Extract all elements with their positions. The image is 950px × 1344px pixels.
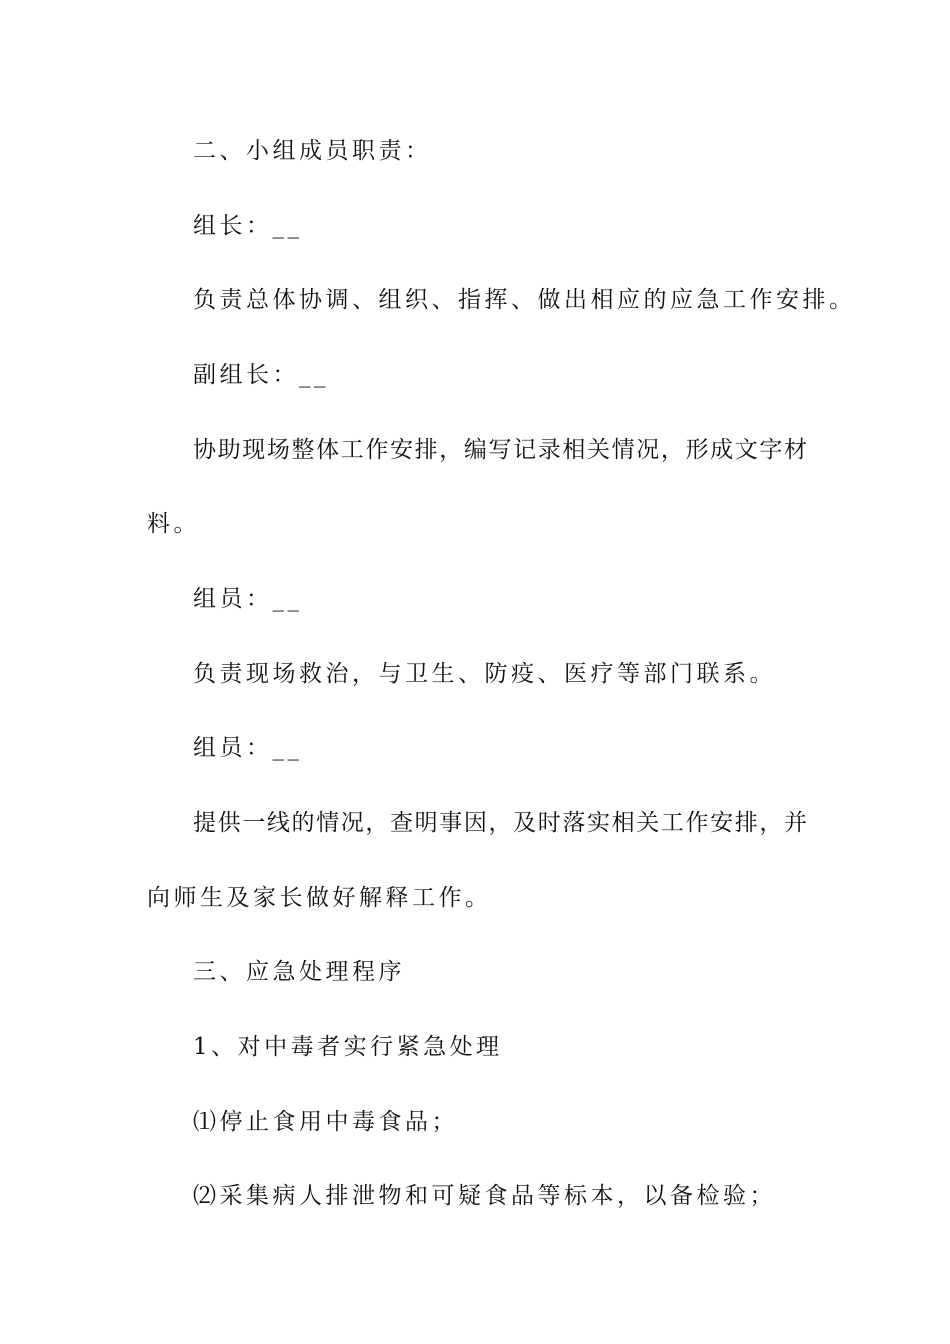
group-leader-duty: 负责总体协调、组织、指挥、做出相应的应急工作安排。 — [193, 287, 856, 313]
procedure-subitem-2: ⑵采集病人排泄物和可疑食品等标本，以备检验； — [193, 1183, 776, 1209]
group-leader-label: 组长：__ — [193, 213, 303, 239]
member-duty-2-line-2: 向师生及家长做好解释工作。 — [147, 885, 492, 911]
procedure-subitem-1: ⑴停止食用中毒食品； — [193, 1109, 458, 1135]
section-heading-member-duties: 二、小组成员职责： — [193, 138, 432, 164]
member-label-2: 组员：__ — [193, 735, 303, 761]
procedure-item-1: 1、对中毒者实行紧急处理 — [193, 1034, 503, 1060]
member-duty-1: 负责现场救治，与卫生、防疫、医疗等部门联系。 — [193, 661, 776, 687]
deputy-leader-label: 副组长：__ — [193, 362, 329, 388]
section-heading-emergency-procedure: 三、应急处理程序 — [193, 959, 405, 985]
member-duty-2-line-1: 提供一线的情况，查明事因，及时落实相关工作安排，并 — [193, 810, 807, 836]
deputy-leader-duty-line-1: 协助现场整体工作安排，编写记录相关情况，形成文字材 — [193, 437, 807, 463]
member-label-1: 组员：__ — [193, 586, 303, 612]
deputy-leader-duty-line-2: 料。 — [147, 511, 200, 537]
